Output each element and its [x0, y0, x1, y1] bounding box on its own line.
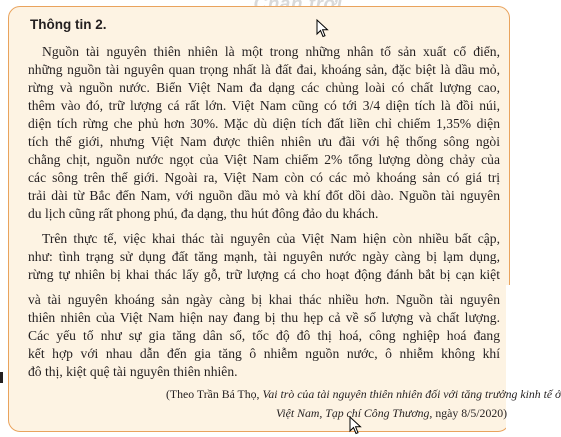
margin-marker: [0, 372, 3, 383]
paragraph2-line: đô thị, kiệt quệ tài nguyên thiên nhiên.: [28, 364, 238, 379]
paragraph1-line: thêm vào đó, trữ lượng cá rất lớn. Việt Nam cũng có tới 3/4 diện tích là đồi núi,: [28, 98, 500, 113]
paragraph1-line: chằng chịt, nguồn nước ngọt của Việt Nam chiếm 2% tổng lượng dòng chảy của: [28, 152, 500, 167]
paragraph1-line: Nguồn tài nguyên thiên nhiên là một trong những nhân tố sản xuất cổ điển,: [42, 44, 500, 59]
citation-date: ngày 8/5/2020): [432, 406, 508, 420]
citation-author: (Theo Trần Bá Thọ,: [166, 387, 263, 401]
info-heading: Thông tin 2.: [30, 17, 107, 32]
paragraph2-line: kết hợp với nhau dẫn đến gia tăng ô nhiễm nguồn nước, ô nhiễm không khí: [28, 346, 500, 361]
paragraph1-line: các sông trên thế giới. Ngoài ra, Việt Nam còn có các mỏ khoáng sản có giá trị: [28, 170, 500, 185]
citation-journal: Việt Nam, Tạp chí Công Thương,: [276, 406, 433, 420]
mouse-pointer-icon: [349, 416, 363, 436]
mouse-pointer-icon: [316, 19, 330, 39]
paragraph1-line: du lịch cũng rất phong phú, đa dạng, thu hút đông đảo du khách.: [28, 206, 379, 221]
citation-title: Vai trò của tài nguyên thiên nhiên đối với tăng trưởng kinh tế ở: [262, 387, 561, 401]
panel-edge-cutout: [506, 285, 520, 437]
paragraph2-line: rừng tự nhiên bị khai thác lấy gỗ, trữ lượng cá cho hoạt động đánh bắt bị cạn kiệt: [28, 267, 500, 282]
source-citation-line1: [166, 387, 561, 402]
paragraph2-line: và tài nguyên khoáng sản ngày càng bị khai thác nhiều hơn. Nguồn tài nguyên: [28, 292, 500, 307]
source-citation-line2: [276, 406, 507, 421]
paragraph2-line: Các yếu tố như sự gia tăng dân số, tốc độ đô thị hoá, công nghiệp hoá đang: [28, 328, 500, 343]
paragraph1-line: trải dài từ Bắc đến Nam, với nguồn dầu mỏ và khí đốt dồi dào. Nguồn tài nguyên: [28, 188, 500, 203]
paragraph1-line: tích thế giới, nhưng Việt Nam được thiên nhiên ưu đãi với hệ thống sông ngòi: [28, 134, 500, 149]
paragraph1-line: những nguồn tài nguyên quan trọng nhất là đất đai, khoáng sản, đặc biệt là dầu mỏ,: [28, 62, 500, 77]
paragraph2-line: như: tình trạng sử dụng đất tăng mạnh, tài nguyên nước ngày càng bị lạm dụng,: [28, 249, 500, 264]
paragraph1-line: diện tích rừng che phủ hơn 30%. Mặc dù diện tích đất liền chỉ chiếm 1,35% diện: [28, 116, 500, 131]
paragraph2-line: Trên thực tế, việc khai thác tài nguyên của Việt Nam hiện còn nhiều bất cập,: [42, 231, 500, 246]
paragraph1-line: rừng và nguồn nước. Biển Việt Nam đa dạng các chủng loài có chất lượng cao,: [28, 80, 500, 95]
paragraph2-line: thiên nhiên của Việt Nam hiện nay đang bị thu hẹp cả về số lượng và chất lượng.: [28, 310, 500, 325]
